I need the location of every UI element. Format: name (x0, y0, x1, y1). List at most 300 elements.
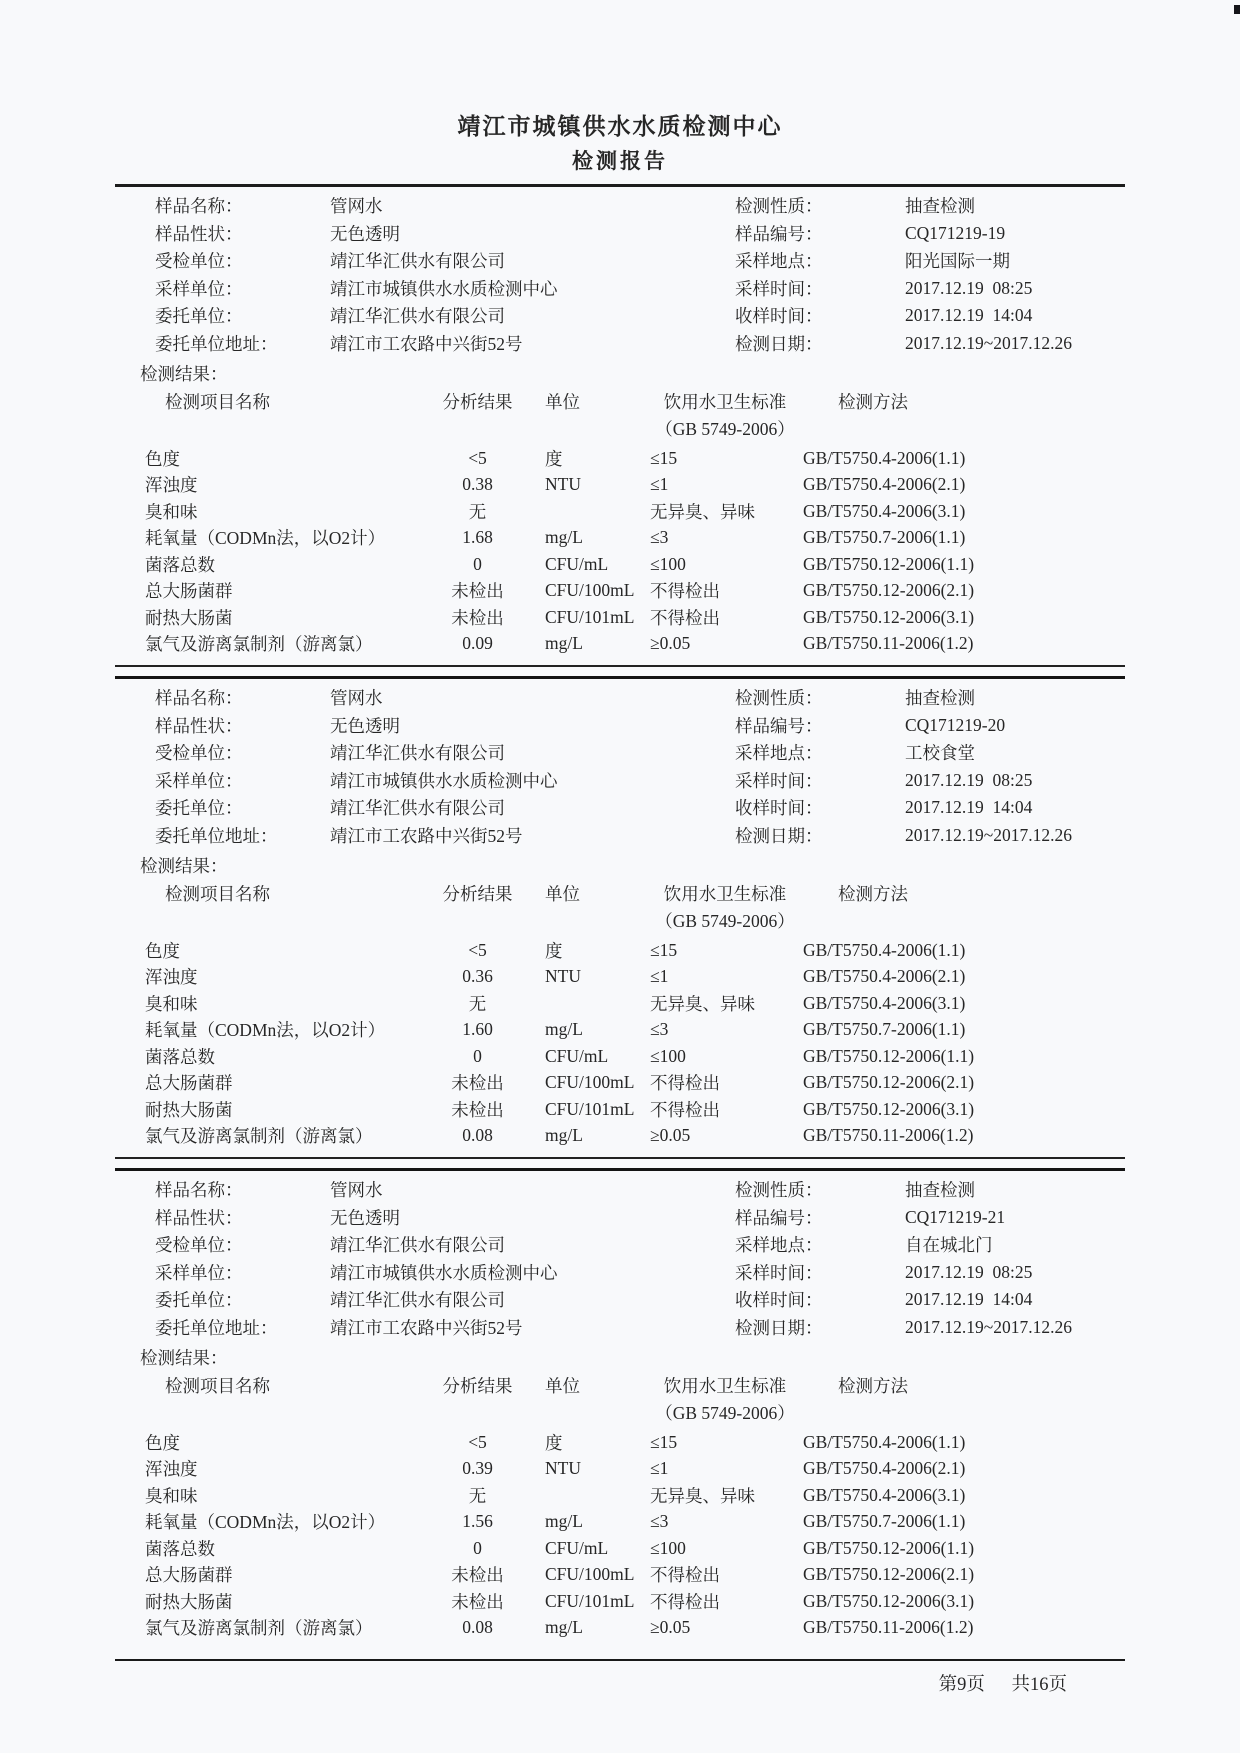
info-line (735, 1259, 1125, 1287)
method-cell: GB/T5750.11-2006(1.2) (803, 1125, 974, 1146)
method-cell: GB/T5750.12-2006(3.1) (803, 606, 975, 627)
result-cell: 0 (473, 1537, 482, 1558)
info-line (735, 684, 1125, 712)
method-cell: GB/T5750.12-2006(1.1) (803, 1045, 975, 1066)
info-label: 委托单位地址： (155, 825, 278, 846)
item-name-cell: 菌落总数 (145, 1046, 215, 1067)
result-cell: 未检出 (451, 1073, 504, 1094)
info-value: 阳光国际一期 (905, 251, 1010, 272)
table-row (115, 631, 1125, 658)
info-line (155, 1176, 620, 1204)
header-analysis-result: 分析结果 (442, 1376, 513, 1396)
result-cell: 0 (473, 1045, 482, 1066)
header-item-name: 检测项目名称 (165, 884, 270, 904)
header-standard: 饮用水卫生标准 (663, 884, 787, 904)
info-line (735, 302, 1125, 330)
method-cell: GB/T5750.4-2006(3.1) (803, 1484, 966, 1505)
table-row (115, 990, 1125, 1017)
unit-cell: mg/L (545, 1125, 583, 1146)
info-line (155, 822, 620, 850)
unit-cell: CFU/mL (545, 1045, 609, 1066)
header-method: 检测方法 (838, 1376, 908, 1396)
info-line (155, 739, 620, 767)
method-cell: GB/T5750.12-2006(3.1) (803, 1590, 975, 1611)
info-label: 采样单位： (155, 770, 243, 791)
info-label: 受检单位： (155, 1235, 243, 1256)
unit-cell: mg/L (545, 1617, 583, 1638)
method-cell: GB/T5750.12-2006(3.1) (803, 1098, 975, 1119)
method-cell: GB/T5750.12-2006(2.1) (803, 1072, 975, 1093)
info-label: 受检单位： (155, 743, 243, 764)
header-analysis-result: 分析结果 (442, 392, 513, 412)
info-label: 采样地点： (735, 1235, 823, 1256)
info-line (155, 330, 620, 358)
result-cell: 未检出 (451, 1565, 504, 1586)
info-label: 受检单位： (155, 251, 243, 272)
table-row (115, 1070, 1125, 1097)
item-name-cell: 菌落总数 (145, 554, 215, 575)
table-header-row (115, 880, 1125, 907)
unit-cell: CFU/100mL (545, 1564, 635, 1585)
table-row (115, 937, 1125, 964)
info-value: 靖江华汇供水有限公司 (330, 1235, 505, 1256)
info-column-right (620, 1176, 1125, 1341)
info-label: 采样单位： (155, 278, 243, 299)
header-item-name: 检测项目名称 (165, 392, 270, 412)
info-line (155, 302, 620, 330)
info-value: 2017.12.19~2017.12.26 (905, 332, 1072, 353)
unit-cell: CFU/100mL (545, 1072, 635, 1093)
unit-cell: CFU/mL (545, 1537, 609, 1558)
standard-cell: 无异臭、异味 (650, 1485, 755, 1506)
unit-cell: 度 (545, 940, 563, 961)
info-value: 抽查检测 (905, 1180, 975, 1201)
method-cell: GB/T5750.12-2006(1.1) (803, 553, 975, 574)
unit-cell: mg/L (545, 527, 583, 548)
info-line (155, 1231, 620, 1259)
info-label: 检测性质： (735, 1180, 823, 1201)
info-column-left (115, 192, 620, 357)
standard-cell: 无异臭、异味 (650, 501, 755, 522)
report-title: 检测报告 (572, 149, 668, 173)
results-label: 检测结果： (140, 856, 228, 876)
info-value: 靖江市城镇供水水质检测中心 (330, 770, 558, 791)
item-name-cell: 氯气及游离氯制剂（游离氯） (145, 634, 373, 655)
result-cell: 0.08 (462, 1125, 493, 1146)
title-divider (115, 184, 1125, 187)
unit-cell: 度 (545, 1432, 563, 1453)
info-value: CQ171219-20 (905, 714, 1006, 735)
header-standard-ref: （GB 5749-2006） (655, 418, 795, 439)
method-cell: GB/T5750.4-2006(1.1) (803, 447, 966, 468)
method-cell: GB/T5750.4-2006(2.1) (803, 1458, 966, 1479)
info-line (735, 1314, 1125, 1342)
standard-cell: 不得检出 (650, 1565, 720, 1586)
result-cell: 0.36 (462, 966, 493, 987)
info-label: 委托单位： (155, 306, 243, 327)
sample-info-block (115, 684, 1125, 849)
standard-cell: 无异臭、异味 (650, 993, 755, 1014)
info-value: 管网水 (330, 688, 383, 709)
header-item-name: 检测项目名称 (165, 1376, 270, 1396)
method-cell: GB/T5750.7-2006(1.1) (803, 527, 966, 548)
table-header-subrow (115, 1399, 1125, 1425)
info-label: 委托单位地址： (155, 1317, 278, 1338)
unit-cell: CFU/101mL (545, 1590, 635, 1611)
standard-cell: ≤15 (650, 1431, 678, 1452)
info-value: 工校食堂 (905, 743, 975, 764)
info-column-right (620, 192, 1125, 357)
info-line (155, 794, 620, 822)
info-line (155, 220, 620, 248)
standard-cell: ≤1 (650, 966, 669, 987)
method-cell: GB/T5750.4-2006(2.1) (803, 474, 966, 495)
info-value: 管网水 (330, 1180, 383, 1201)
unit-cell: 度 (545, 448, 563, 469)
info-label: 样品编号： (735, 715, 823, 736)
item-name-cell: 氯气及游离氯制剂（游离氯） (145, 1618, 373, 1639)
results-label: 检测结果： (140, 1348, 228, 1368)
table-row (115, 1482, 1125, 1509)
unit-cell: CFU/mL (545, 553, 609, 574)
info-value: 2017.12.19 14:04 (905, 305, 1033, 326)
method-cell: GB/T5750.11-2006(1.2) (803, 1617, 974, 1638)
sample-info-block (115, 1176, 1125, 1341)
info-label: 采样时间： (735, 770, 823, 791)
method-cell: GB/T5750.11-2006(1.2) (803, 633, 974, 654)
info-value: 靖江华汇供水有限公司 (330, 306, 505, 327)
info-value: 无色透明 (330, 223, 400, 244)
item-name-cell: 总大肠菌群 (145, 1565, 233, 1586)
page-footer (115, 1670, 1125, 1696)
header-standard-ref: （GB 5749-2006） (655, 910, 795, 931)
result-cell: 无 (468, 501, 487, 522)
info-label: 样品性状： (155, 1207, 243, 1228)
unit-cell: NTU (545, 966, 581, 987)
result-cell: <5 (468, 939, 487, 960)
item-name-cell: 菌落总数 (145, 1538, 215, 1559)
info-line (735, 247, 1125, 275)
table-row (115, 1017, 1125, 1044)
result-cell: 未检出 (451, 581, 504, 602)
item-name-cell: 耗氧量（CODMn法，以O2计） (145, 528, 386, 549)
info-value: 靖江市工农路中兴街52号 (330, 825, 523, 846)
header-unit: 单位 (545, 392, 580, 412)
table-row (115, 445, 1125, 472)
info-label: 收样时间： (735, 1290, 823, 1311)
table-header-row (115, 388, 1125, 415)
table-row (115, 525, 1125, 552)
table-row (115, 1456, 1125, 1483)
standard-cell: 不得检出 (650, 581, 720, 602)
method-cell: GB/T5750.7-2006(1.1) (803, 1511, 966, 1532)
result-cell: 1.68 (462, 527, 493, 548)
report-section-2 (115, 684, 1125, 1159)
standard-cell: ≤100 (650, 1045, 686, 1066)
info-line (155, 1204, 620, 1232)
item-name-cell: 色度 (145, 1432, 180, 1453)
header-standard-ref: （GB 5749-2006） (655, 1402, 795, 1423)
info-value: 2017.12.19~2017.12.26 (905, 824, 1072, 845)
table-row (115, 1535, 1125, 1562)
item-name-cell: 臭和味 (145, 501, 198, 522)
header-unit: 单位 (545, 1376, 580, 1396)
standard-cell: 不得检出 (650, 1099, 720, 1120)
header-standard: 饮用水卫生标准 (663, 392, 787, 412)
table-header-row (115, 1372, 1125, 1399)
section-divider (115, 676, 1125, 679)
info-label: 委托单位： (155, 1290, 243, 1311)
item-name-cell: 耐热大肠菌 (145, 1099, 233, 1120)
info-line (735, 794, 1125, 822)
result-cell: 1.60 (462, 1019, 493, 1040)
info-value: 抽查检测 (905, 196, 975, 217)
info-value: 2017.12.19 08:25 (905, 769, 1033, 790)
unit-cell: CFU/101mL (545, 606, 635, 627)
item-name-cell: 耐热大肠菌 (145, 607, 233, 628)
item-name-cell: 耐热大肠菌 (145, 1591, 233, 1612)
result-cell: 未检出 (451, 1591, 504, 1612)
result-cell: 无 (468, 1485, 487, 1506)
info-value: CQ171219-19 (905, 222, 1006, 243)
info-value: 管网水 (330, 196, 383, 217)
table-row (115, 1043, 1125, 1070)
method-cell: GB/T5750.4-2006(1.1) (803, 1431, 966, 1452)
standard-cell: ≤100 (650, 1537, 686, 1558)
info-line (735, 192, 1125, 220)
unit-cell: mg/L (545, 1511, 583, 1532)
info-line (155, 1286, 620, 1314)
info-value: 靖江市工农路中兴街52号 (330, 1317, 523, 1338)
standard-cell: ≤15 (650, 447, 678, 468)
result-cell: 无 (468, 993, 487, 1014)
info-line (735, 822, 1125, 850)
standard-cell: 不得检出 (650, 1073, 720, 1094)
item-name-cell: 色度 (145, 448, 180, 469)
standard-cell: ≥0.05 (650, 1125, 691, 1146)
info-value: 抽查检测 (905, 688, 975, 709)
standard-cell: ≤1 (650, 1458, 669, 1479)
page-number: 第9页 (938, 1675, 985, 1695)
header-unit: 单位 (545, 884, 580, 904)
scan-artifact (1234, 5, 1240, 14)
info-value: 靖江市城镇供水水质检测中心 (330, 278, 558, 299)
method-cell: GB/T5750.12-2006(2.1) (803, 1564, 975, 1585)
header-analysis-result: 分析结果 (442, 884, 513, 904)
standard-cell: ≤100 (650, 553, 686, 574)
info-line (155, 192, 620, 220)
info-line (735, 1176, 1125, 1204)
info-label: 样品名称： (155, 1180, 243, 1201)
table-row (115, 964, 1125, 991)
info-label: 检测性质： (735, 688, 823, 709)
info-label: 样品性状： (155, 223, 243, 244)
info-value: 无色透明 (330, 715, 400, 736)
info-line (155, 247, 620, 275)
results-label: 检测结果： (140, 364, 228, 384)
standard-cell: ≤3 (650, 527, 669, 548)
result-cell: 0.39 (462, 1458, 493, 1479)
result-cell: 0.09 (462, 633, 493, 654)
footer-divider (115, 1659, 1125, 1661)
table-row (115, 498, 1125, 525)
method-cell: GB/T5750.4-2006(3.1) (803, 500, 966, 521)
info-label: 样品编号： (735, 223, 823, 244)
results-table-body (115, 937, 1125, 1159)
info-line (735, 712, 1125, 740)
info-value: 靖江华汇供水有限公司 (330, 798, 505, 819)
item-name-cell: 总大肠菌群 (145, 1073, 233, 1094)
result-cell: 0.38 (462, 474, 493, 495)
info-label: 采样时间： (735, 1262, 823, 1283)
unit-cell: mg/L (545, 633, 583, 654)
result-cell: <5 (468, 447, 487, 468)
result-cell: 1.56 (462, 1511, 493, 1532)
info-line (735, 767, 1125, 795)
info-line (155, 275, 620, 303)
info-value: 靖江市工农路中兴街52号 (330, 333, 523, 354)
info-column-right (620, 684, 1125, 849)
unit-cell: NTU (545, 1458, 581, 1479)
standard-cell: ≤3 (650, 1511, 669, 1532)
info-column-left (115, 1176, 620, 1341)
table-row (115, 1123, 1125, 1150)
info-value: 无色透明 (330, 1207, 400, 1228)
info-value: CQ171219-21 (905, 1206, 1006, 1227)
result-cell: 0 (473, 553, 482, 574)
table-row (115, 551, 1125, 578)
standard-cell: ≤15 (650, 939, 678, 960)
info-label: 样品名称： (155, 688, 243, 709)
info-label: 样品编号： (735, 1207, 823, 1228)
info-value: 靖江华汇供水有限公司 (330, 251, 505, 272)
info-label: 采样单位： (155, 1262, 243, 1283)
standard-cell: 不得检出 (650, 607, 720, 628)
item-name-cell: 臭和味 (145, 993, 198, 1014)
info-label: 采样地点： (735, 743, 823, 764)
info-line (735, 220, 1125, 248)
item-name-cell: 总大肠菌群 (145, 581, 233, 602)
standard-cell: ≤3 (650, 1019, 669, 1040)
item-name-cell: 浑浊度 (145, 967, 198, 988)
sample-info-block (115, 192, 1125, 357)
table-header-subrow (115, 907, 1125, 933)
standard-cell: ≥0.05 (650, 633, 691, 654)
item-name-cell: 耗氧量（CODMn法，以O2计） (145, 1020, 386, 1041)
info-value: 2017.12.19 08:25 (905, 277, 1033, 298)
info-line (735, 1231, 1125, 1259)
item-name-cell: 浑浊度 (145, 1459, 198, 1480)
method-cell: GB/T5750.4-2006(1.1) (803, 939, 966, 960)
page-title: 靖江市城镇供水水质检测中心 (457, 114, 783, 139)
info-line (155, 1259, 620, 1287)
table-row (115, 1429, 1125, 1456)
info-line (735, 275, 1125, 303)
section-divider (115, 1168, 1125, 1171)
method-cell: GB/T5750.12-2006(1.1) (803, 1537, 975, 1558)
info-label: 检测性质： (735, 196, 823, 217)
method-cell: GB/T5750.4-2006(3.1) (803, 992, 966, 1013)
unit-cell: NTU (545, 474, 581, 495)
header-standard: 饮用水卫生标准 (663, 1376, 787, 1396)
unit-cell: CFU/100mL (545, 580, 635, 601)
item-name-cell: 耗氧量（CODMn法，以O2计） (145, 1512, 386, 1533)
info-line (735, 1204, 1125, 1232)
table-row (115, 578, 1125, 605)
info-value: 2017.12.19~2017.12.26 (905, 1316, 1072, 1337)
info-column-left (115, 684, 620, 849)
table-header-subrow (115, 415, 1125, 441)
info-value: 靖江华汇供水有限公司 (330, 743, 505, 764)
page-total: 共16页 (1011, 1675, 1067, 1695)
info-line (735, 1286, 1125, 1314)
standard-cell: 不得检出 (650, 1591, 720, 1612)
info-value: 2017.12.19 14:04 (905, 797, 1033, 818)
info-label: 委托单位： (155, 798, 243, 819)
table-row (115, 1562, 1125, 1589)
result-cell: 未检出 (451, 607, 504, 628)
item-name-cell: 浑浊度 (145, 475, 198, 496)
item-name-cell: 氯气及游离氯制剂（游离氯） (145, 1126, 373, 1147)
info-value: 2017.12.19 08:25 (905, 1261, 1033, 1282)
unit-cell: CFU/101mL (545, 1098, 635, 1119)
info-line (735, 739, 1125, 767)
header-method: 检测方法 (838, 392, 908, 412)
info-label: 检测日期： (735, 333, 823, 354)
result-cell: 0.08 (462, 1617, 493, 1638)
info-label: 样品性状： (155, 715, 243, 736)
info-label: 检测日期： (735, 1317, 823, 1338)
table-row (115, 472, 1125, 499)
info-label: 委托单位地址： (155, 333, 278, 354)
info-value: 靖江市城镇供水水质检测中心 (330, 1262, 558, 1283)
method-cell: GB/T5750.4-2006(2.1) (803, 966, 966, 987)
result-cell: <5 (468, 1431, 487, 1452)
info-line (155, 684, 620, 712)
info-line (155, 767, 620, 795)
info-label: 收样时间： (735, 798, 823, 819)
table-row (115, 1588, 1125, 1615)
standard-cell: ≥0.05 (650, 1617, 691, 1638)
table-row (115, 1509, 1125, 1536)
unit-cell: mg/L (545, 1019, 583, 1040)
report-section-3 (115, 1176, 1125, 1641)
item-name-cell: 色度 (145, 940, 180, 961)
method-cell: GB/T5750.7-2006(1.1) (803, 1019, 966, 1040)
info-label: 采样地点： (735, 251, 823, 272)
info-line (155, 1314, 620, 1342)
info-value: 自在城北门 (905, 1235, 993, 1256)
item-name-cell: 臭和味 (145, 1485, 198, 1506)
info-label: 样品名称： (155, 196, 243, 217)
info-line (155, 712, 620, 740)
info-value: 2017.12.19 14:04 (905, 1289, 1033, 1310)
standard-cell: ≤1 (650, 474, 669, 495)
results-table-body (115, 445, 1125, 667)
method-cell: GB/T5750.12-2006(2.1) (803, 580, 975, 601)
table-row (115, 604, 1125, 631)
header-method: 检测方法 (838, 884, 908, 904)
info-label: 检测日期： (735, 825, 823, 846)
results-table-body (115, 1429, 1125, 1641)
table-row (115, 1615, 1125, 1642)
table-row (115, 1096, 1125, 1123)
report-section-1 (115, 192, 1125, 667)
info-label: 采样时间： (735, 278, 823, 299)
info-line (735, 330, 1125, 358)
info-value: 靖江华汇供水有限公司 (330, 1290, 505, 1311)
result-cell: 未检出 (451, 1099, 504, 1120)
